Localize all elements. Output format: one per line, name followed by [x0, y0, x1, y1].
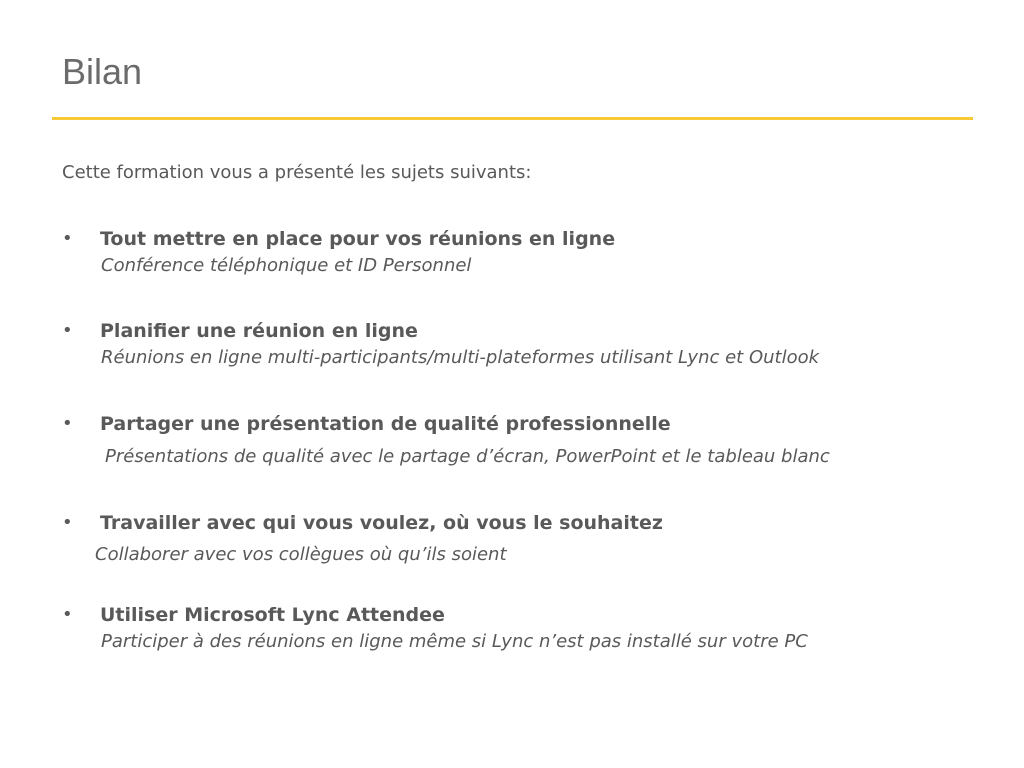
topic-detail: Présentations de qualité avec le partage d’écran, PowerPoint et le tableau blanc: [105, 446, 830, 467]
intro-text: Cette formation vous a présenté les sujets suivants:: [62, 162, 532, 183]
topic-detail: Participer à des réunions en ligne même si Lync n’est pas installé sur votre PC: [101, 631, 808, 652]
topic-heading: Partager une présentation de qualité professionnelle: [100, 413, 671, 435]
bullet-icon: •: [62, 512, 73, 533]
topic-detail: Collaborer avec vos collègues où qu’ils soient: [95, 544, 507, 565]
topic-heading: Planifier une réunion en ligne: [100, 320, 418, 342]
topic-heading: Tout mettre en place pour vos réunions en ligne: [100, 228, 616, 250]
topic-heading: Travailler avec qui vous voulez, où vous le souhaitez: [100, 512, 663, 534]
bullet-icon: •: [62, 228, 73, 249]
bullet-icon: •: [62, 320, 73, 341]
topic-detail: Conférence téléphonique et ID Personnel: [101, 255, 472, 276]
topic-heading: Utiliser Microsoft Lync Attendee: [100, 604, 445, 626]
title-divider: [52, 117, 973, 120]
bullet-icon: •: [62, 413, 73, 434]
topic-detail: Réunions en ligne multi-participants/multi-plateformes utilisant Lync et Outlook: [101, 347, 820, 368]
slide-title: Bilan: [62, 51, 143, 92]
bullet-icon: •: [62, 604, 73, 625]
